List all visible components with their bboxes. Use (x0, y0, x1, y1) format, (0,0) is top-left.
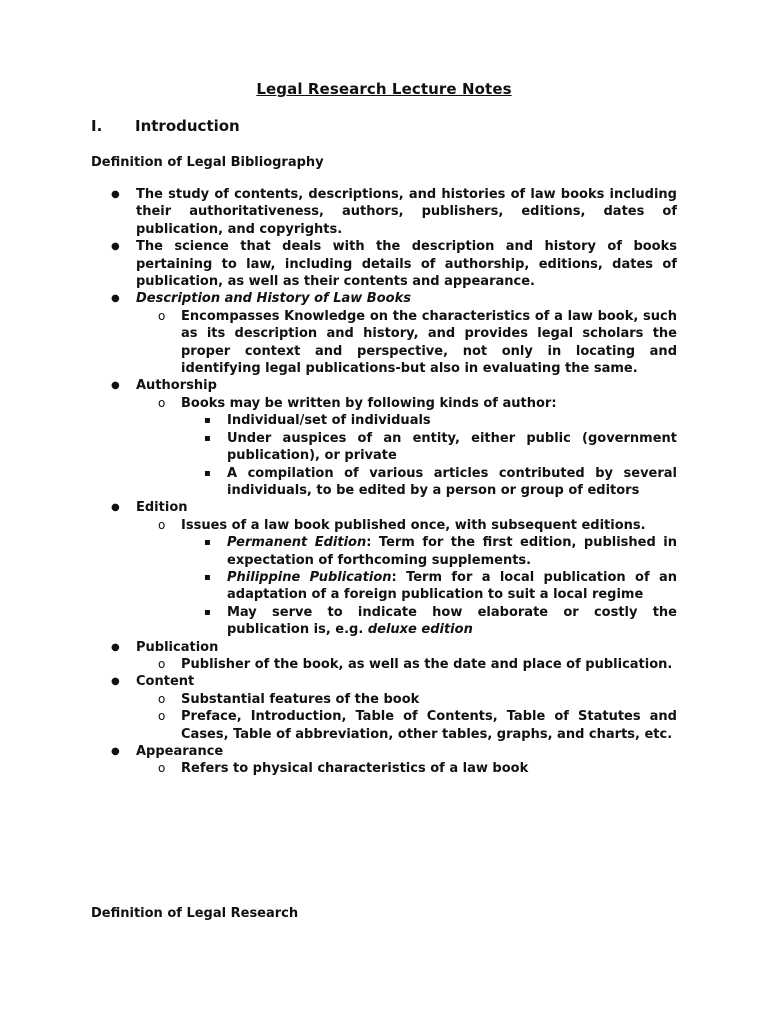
list-item (91, 639, 677, 656)
list-item (91, 290, 677, 307)
list-item-text: Substantial features of the book (181, 691, 420, 707)
list-item-text: Encompasses Knowledge on the characteristics of a law book, such as its description and history, and provides legal scholars the proper context and perspective, not only in locating and identifying legal publications-but also in evaluating the same. (181, 308, 677, 377)
section-number: I. (91, 117, 103, 135)
list-item-text: Under auspices of an entity, either public (government publication), or private (227, 430, 677, 464)
list-item (91, 760, 677, 777)
bullet-square-icon: ▪ (204, 432, 211, 444)
bullet-circle-icon: o (158, 656, 166, 671)
list-item-text: : Term for a local publication of an adaptation of a foreign publication to suit a local regime (227, 569, 677, 603)
list-item-text: Description and History of Law Books (136, 291, 411, 307)
list-item (91, 377, 677, 394)
term-text: Permanent Edition (227, 535, 367, 551)
list-item-text: Individual/set of individuals (227, 413, 431, 429)
bullet-circle-icon: o (158, 761, 166, 776)
list-item (91, 656, 677, 673)
bullet-circle-icon: o (158, 517, 166, 532)
list-item (91, 465, 677, 500)
list-item-text: Refers to physical characteristics of a law book (181, 761, 529, 777)
list-item-text: Authorship (136, 378, 217, 394)
list-item-text: A compilation of various articles contributed by several individuals, to be edited by a person or group of editors (227, 465, 677, 498)
list-item (91, 534, 677, 569)
bullet-square-icon: ▪ (204, 415, 211, 427)
bullet-dot-icon: ● (111, 189, 120, 200)
list-item-text: Publisher of the book, as well as the date and place of publication. (181, 656, 673, 672)
list-item (91, 238, 677, 290)
list-item (91, 743, 677, 760)
list-item (91, 708, 677, 743)
list-item (91, 499, 677, 516)
bullet-circle-icon: o (158, 709, 166, 724)
bullet-dot-icon: ● (111, 676, 120, 688)
list-item (91, 569, 677, 604)
bullet-dot-icon: ● (111, 746, 120, 757)
bullet-dot-icon: ● (111, 241, 120, 253)
list-item-text: Preface, Introduction, Table of Contents, Table of Statutes and Cases, Table of abbreviation, other tables, graphs, and charts, etc. (181, 709, 677, 742)
list-item (91, 604, 677, 639)
list-item (91, 412, 677, 429)
bullet-dot-icon: ● (111, 380, 120, 392)
list-item-text: Publication (136, 639, 219, 655)
list-item-text: : Term for the first edition, published in expectation of forthcoming supplements. (227, 535, 677, 568)
list-item-text: May serve to indicate how elaborate or costly the publication is, e.g. (227, 604, 677, 638)
bullet-dot-icon: ● (111, 641, 120, 653)
list-item-text: The study of contents, descriptions, and histories of law books including their authoritativeness, authors, publishers, editions, dates of publication, and copyrights. (136, 187, 677, 237)
bullet-square-icon: ▪ (204, 606, 211, 618)
bullet-dot-icon: ● (111, 293, 120, 305)
term-text: deluxe edition (367, 622, 473, 638)
list-item-text: The science that deals with the description and history of books pertaining to law, including details of authorship, editions, dates of publication, as well as their contents and appearance. (136, 239, 677, 290)
list-item (91, 517, 677, 534)
list-item (91, 673, 677, 690)
list-item (91, 186, 677, 238)
bullet-circle-icon: o (158, 691, 166, 706)
bullet-list (91, 186, 677, 778)
list-item (91, 430, 677, 465)
list-item-text: Books may be written by following kinds of author: (181, 395, 557, 411)
bullet-circle-icon: o (158, 395, 166, 410)
section-heading (91, 117, 240, 135)
section-title: Introduction (135, 117, 240, 135)
list-item-text: Edition (136, 500, 188, 516)
list-item (91, 308, 677, 378)
bullet-square-icon: ▪ (204, 537, 211, 549)
bullet-circle-icon: o (158, 308, 166, 323)
list-item-text: Appearance (136, 744, 224, 759)
bullet-square-icon: ▪ (204, 571, 211, 583)
bullet-dot-icon: ● (111, 502, 120, 514)
definition-heading: Definition of Legal Bibliography (91, 155, 324, 170)
list-item (91, 395, 677, 412)
term-text: Philippine Publication (227, 569, 392, 585)
document-title: Legal Research Lecture Notes (256, 80, 512, 98)
definition-heading: Definition of Legal Research (91, 906, 299, 921)
bullet-square-icon: ▪ (204, 467, 211, 479)
list-item-text: Issues of a law book published once, with subsequent editions. (181, 517, 646, 533)
list-item (91, 691, 677, 708)
list-item-text: Content (136, 674, 195, 690)
